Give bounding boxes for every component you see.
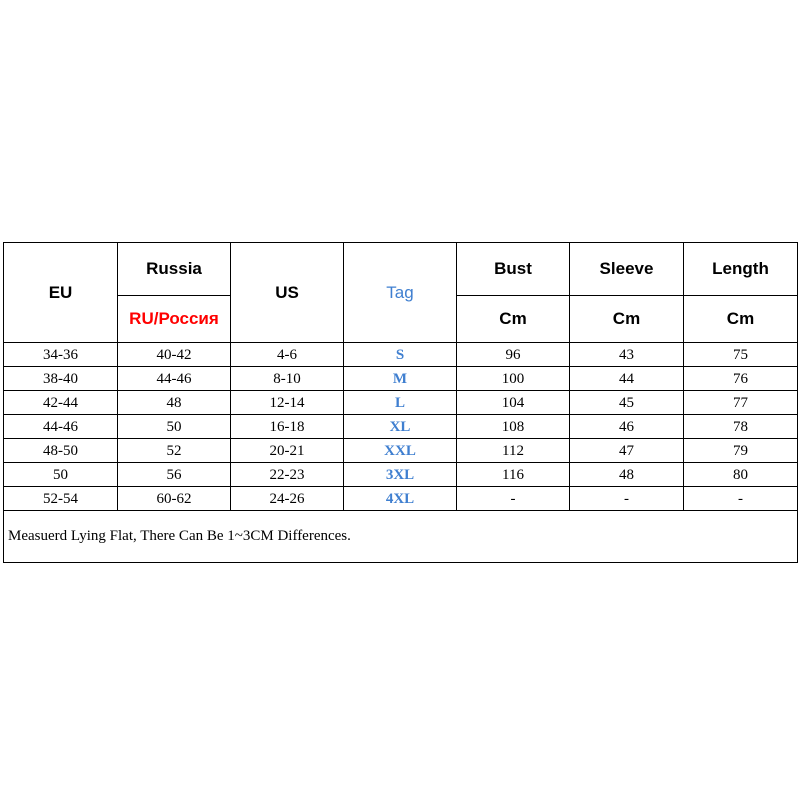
- table-row: [4, 391, 798, 415]
- cell-sleeve: 45: [570, 391, 684, 415]
- cell-length: -: [684, 487, 798, 511]
- header-bust-unit: Cm: [457, 296, 570, 343]
- header-russia: Russia: [118, 243, 231, 296]
- header-row-top: [4, 243, 798, 296]
- size-chart-table: [3, 242, 798, 563]
- cell-us: 12-14: [231, 391, 344, 415]
- cell-tag: 4XL: [344, 487, 457, 511]
- cell-russia: 40-42: [118, 343, 231, 367]
- cell-tag: S: [344, 343, 457, 367]
- cell-eu: 52-54: [4, 487, 118, 511]
- cell-bust: 116: [457, 463, 570, 487]
- cell-bust: 104: [457, 391, 570, 415]
- cell-bust: 96: [457, 343, 570, 367]
- cell-sleeve: -: [570, 487, 684, 511]
- header-tag: Tag: [344, 243, 457, 343]
- cell-bust: 112: [457, 439, 570, 463]
- cell-russia: 56: [118, 463, 231, 487]
- cell-eu: 48-50: [4, 439, 118, 463]
- cell-length: 75: [684, 343, 798, 367]
- cell-tag: M: [344, 367, 457, 391]
- cell-eu: 50: [4, 463, 118, 487]
- size-chart-body: [4, 243, 798, 563]
- header-russia-sub: RU/Россия: [118, 296, 231, 343]
- cell-tag: XXL: [344, 439, 457, 463]
- header-sleeve: Sleeve: [570, 243, 684, 296]
- header-us: US: [231, 243, 344, 343]
- cell-sleeve: 48: [570, 463, 684, 487]
- cell-length: 79: [684, 439, 798, 463]
- cell-length: 77: [684, 391, 798, 415]
- cell-us: 24-26: [231, 487, 344, 511]
- cell-bust: -: [457, 487, 570, 511]
- cell-tag: 3XL: [344, 463, 457, 487]
- cell-russia: 48: [118, 391, 231, 415]
- cell-russia: 44-46: [118, 367, 231, 391]
- cell-bust: 100: [457, 367, 570, 391]
- cell-eu: 34-36: [4, 343, 118, 367]
- cell-sleeve: 43: [570, 343, 684, 367]
- measurement-note: Measuerd Lying Flat, There Can Be 1~3CM Differences.: [4, 511, 798, 563]
- table-row: [4, 439, 798, 463]
- cell-length: 78: [684, 415, 798, 439]
- table-row: [4, 487, 798, 511]
- header-length-unit: Cm: [684, 296, 798, 343]
- cell-eu: 44-46: [4, 415, 118, 439]
- cell-russia: 50: [118, 415, 231, 439]
- cell-russia: 60-62: [118, 487, 231, 511]
- table-row: [4, 463, 798, 487]
- cell-length: 76: [684, 367, 798, 391]
- cell-russia: 52: [118, 439, 231, 463]
- header-length: Length: [684, 243, 798, 296]
- table-row: [4, 415, 798, 439]
- table-row: [4, 367, 798, 391]
- header-eu: EU: [4, 243, 118, 343]
- cell-sleeve: 44: [570, 367, 684, 391]
- cell-eu: 42-44: [4, 391, 118, 415]
- cell-sleeve: 46: [570, 415, 684, 439]
- note-row: [4, 511, 798, 563]
- header-bust: Bust: [457, 243, 570, 296]
- cell-length: 80: [684, 463, 798, 487]
- cell-us: 8-10: [231, 367, 344, 391]
- cell-eu: 38-40: [4, 367, 118, 391]
- cell-us: 20-21: [231, 439, 344, 463]
- header-sleeve-unit: Cm: [570, 296, 684, 343]
- cell-tag: L: [344, 391, 457, 415]
- cell-sleeve: 47: [570, 439, 684, 463]
- cell-us: 22-23: [231, 463, 344, 487]
- cell-us: 4-6: [231, 343, 344, 367]
- cell-tag: XL: [344, 415, 457, 439]
- table-row: [4, 343, 798, 367]
- cell-bust: 108: [457, 415, 570, 439]
- cell-us: 16-18: [231, 415, 344, 439]
